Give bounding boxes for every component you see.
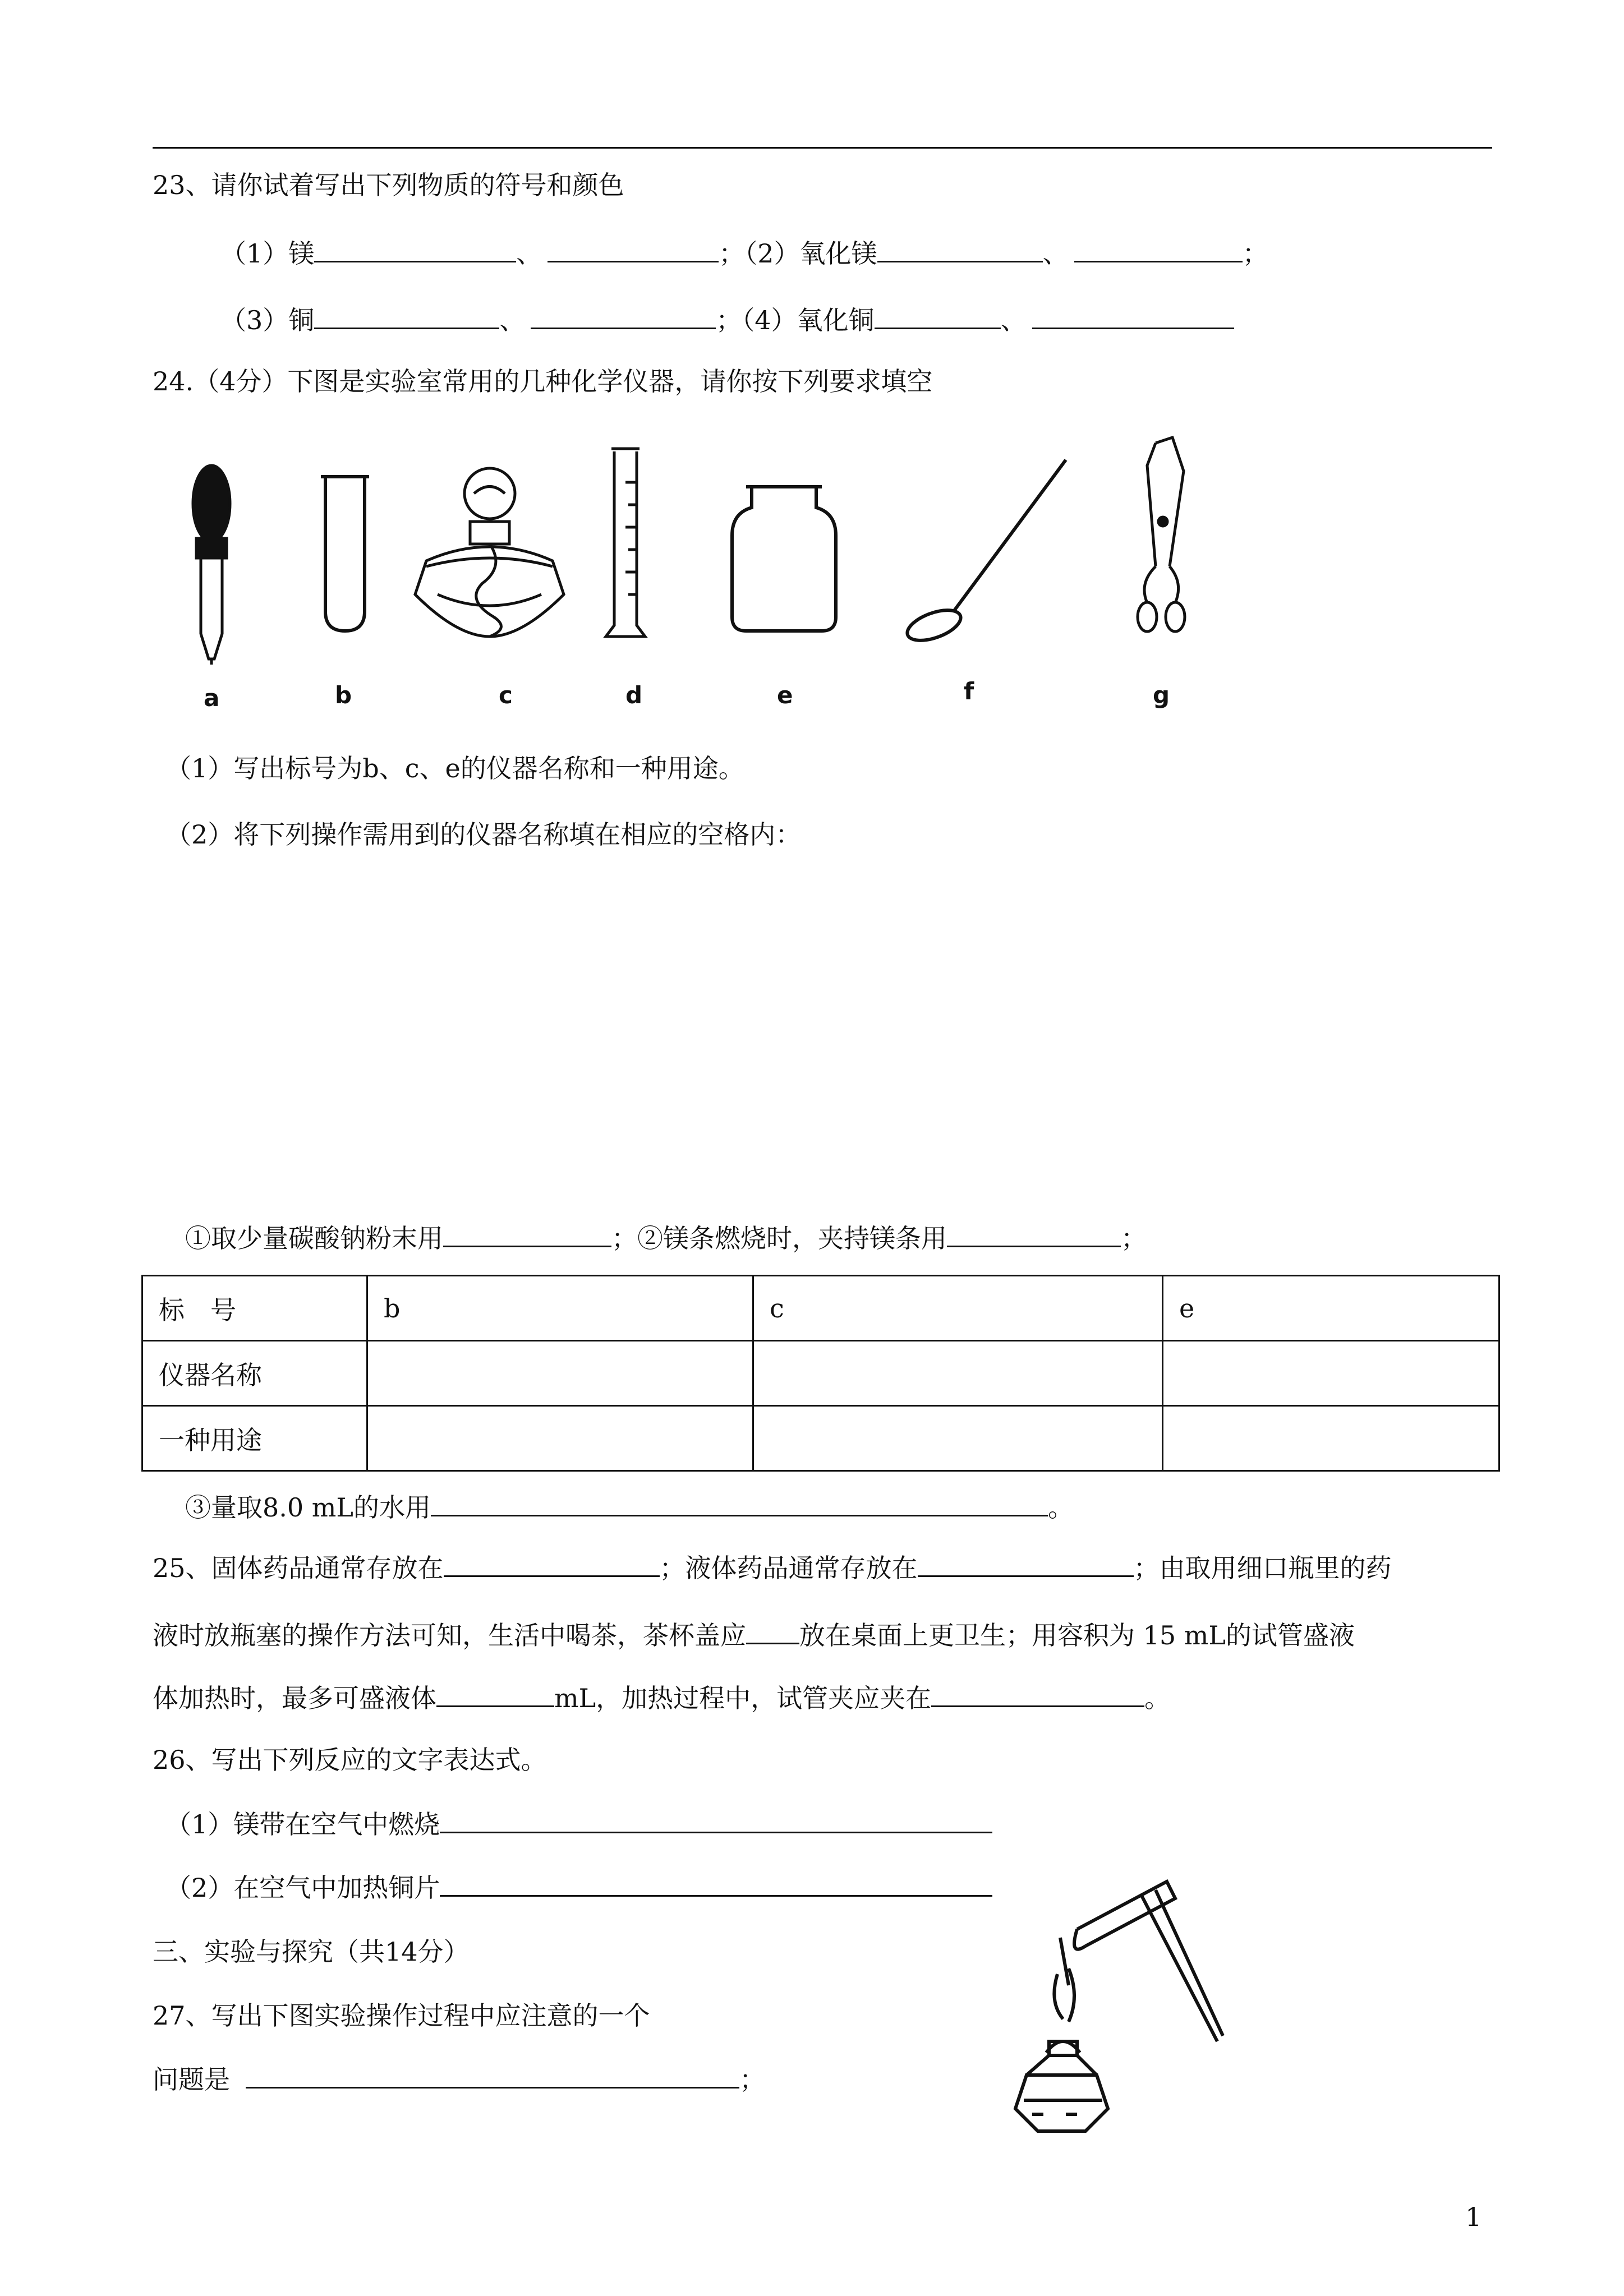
op3-label: ③量取8.0 mL的水用	[185, 1492, 431, 1523]
table-row-label: 一种用途	[142, 1406, 367, 1471]
section3-title: 三、实验与探究（共14分）	[153, 1937, 470, 1967]
q24-sub2: （2）将下列操作需用到的仪器名称填在相应的空格内：	[165, 819, 802, 850]
separator: ；	[739, 2064, 765, 2095]
table-header-cell: b	[367, 1276, 753, 1341]
q23-item1: （1）镁	[220, 238, 315, 269]
q25-text: 。	[1144, 1683, 1171, 1713]
q25-text: ；液体药品通常存放在	[659, 1553, 918, 1583]
separator: 、	[1000, 305, 1027, 335]
q25-text: 25、固体药品通常存放在	[153, 1553, 444, 1583]
separator: ；	[1242, 238, 1268, 269]
q23-item3: （3）铜	[220, 305, 315, 335]
q26-item1: （1）镁带在空气中燃烧	[165, 1809, 440, 1839]
separator: 、	[1042, 238, 1069, 269]
table-header-cell: c	[753, 1276, 1163, 1341]
separator: ；	[716, 305, 742, 335]
q25-text: 液时放瓶塞的操作方法可知，生活中喝茶，茶杯盖应	[153, 1620, 746, 1650]
q24-sub1: （1）写出标号为b、c、e的仪器名称和一种用途。	[165, 753, 744, 783]
q27-text: 问题是	[153, 2064, 230, 2095]
q23-title: 23、请你试着写出下列物质的符号和颜色	[153, 170, 624, 200]
q25-text: ；由取用细口瓶里的药	[1133, 1553, 1392, 1583]
q24-title: 24.（4分）下图是实验室常用的几种化学仪器，请你按下列要求填空	[153, 366, 933, 397]
q26-item2: （2）在空气中加热铜片	[165, 1873, 440, 1903]
q25-text: 体加热时，最多可盛液体	[153, 1683, 436, 1713]
separator: ；	[1121, 1223, 1147, 1253]
instrument-label-f: f	[964, 677, 974, 705]
separator: 、	[499, 305, 526, 335]
op1-label: ①取少量碳酸钠粉末用	[185, 1223, 443, 1253]
table-header-cell: 标 号	[142, 1276, 367, 1341]
separator: 、	[516, 238, 542, 269]
table-header-cell: e	[1163, 1276, 1499, 1341]
instrument-label-c: c	[499, 681, 513, 709]
q27-line1: 27、写出下图实验操作过程中应注意的一个	[153, 2000, 650, 2031]
instrument-label-a: a	[204, 684, 220, 712]
q23-item2: （2）氧化镁	[744, 238, 877, 269]
separator: ；	[719, 238, 745, 269]
table-row-label: 仪器名称	[142, 1341, 367, 1406]
instrument-label-e: e	[777, 681, 793, 709]
q25-text: mL，加热过程中，试管夹应夹在	[554, 1683, 932, 1713]
q23-item4: （4）氧化铜	[742, 305, 875, 335]
q26-title: 26、写出下列反应的文字表达式。	[153, 1745, 547, 1775]
page-number: 1	[1465, 2202, 1482, 2232]
instrument-label-b: b	[335, 681, 352, 709]
separator: 。	[1047, 1492, 1074, 1523]
q25-text: 放在桌面上更卫生；用容积为 15 mL的试管盛液	[799, 1620, 1355, 1650]
instrument-label-d: d	[625, 681, 643, 709]
instrument-label-g: g	[1153, 681, 1170, 709]
op2-label: ；②镁条燃烧时，夹持镁条用	[611, 1223, 947, 1253]
